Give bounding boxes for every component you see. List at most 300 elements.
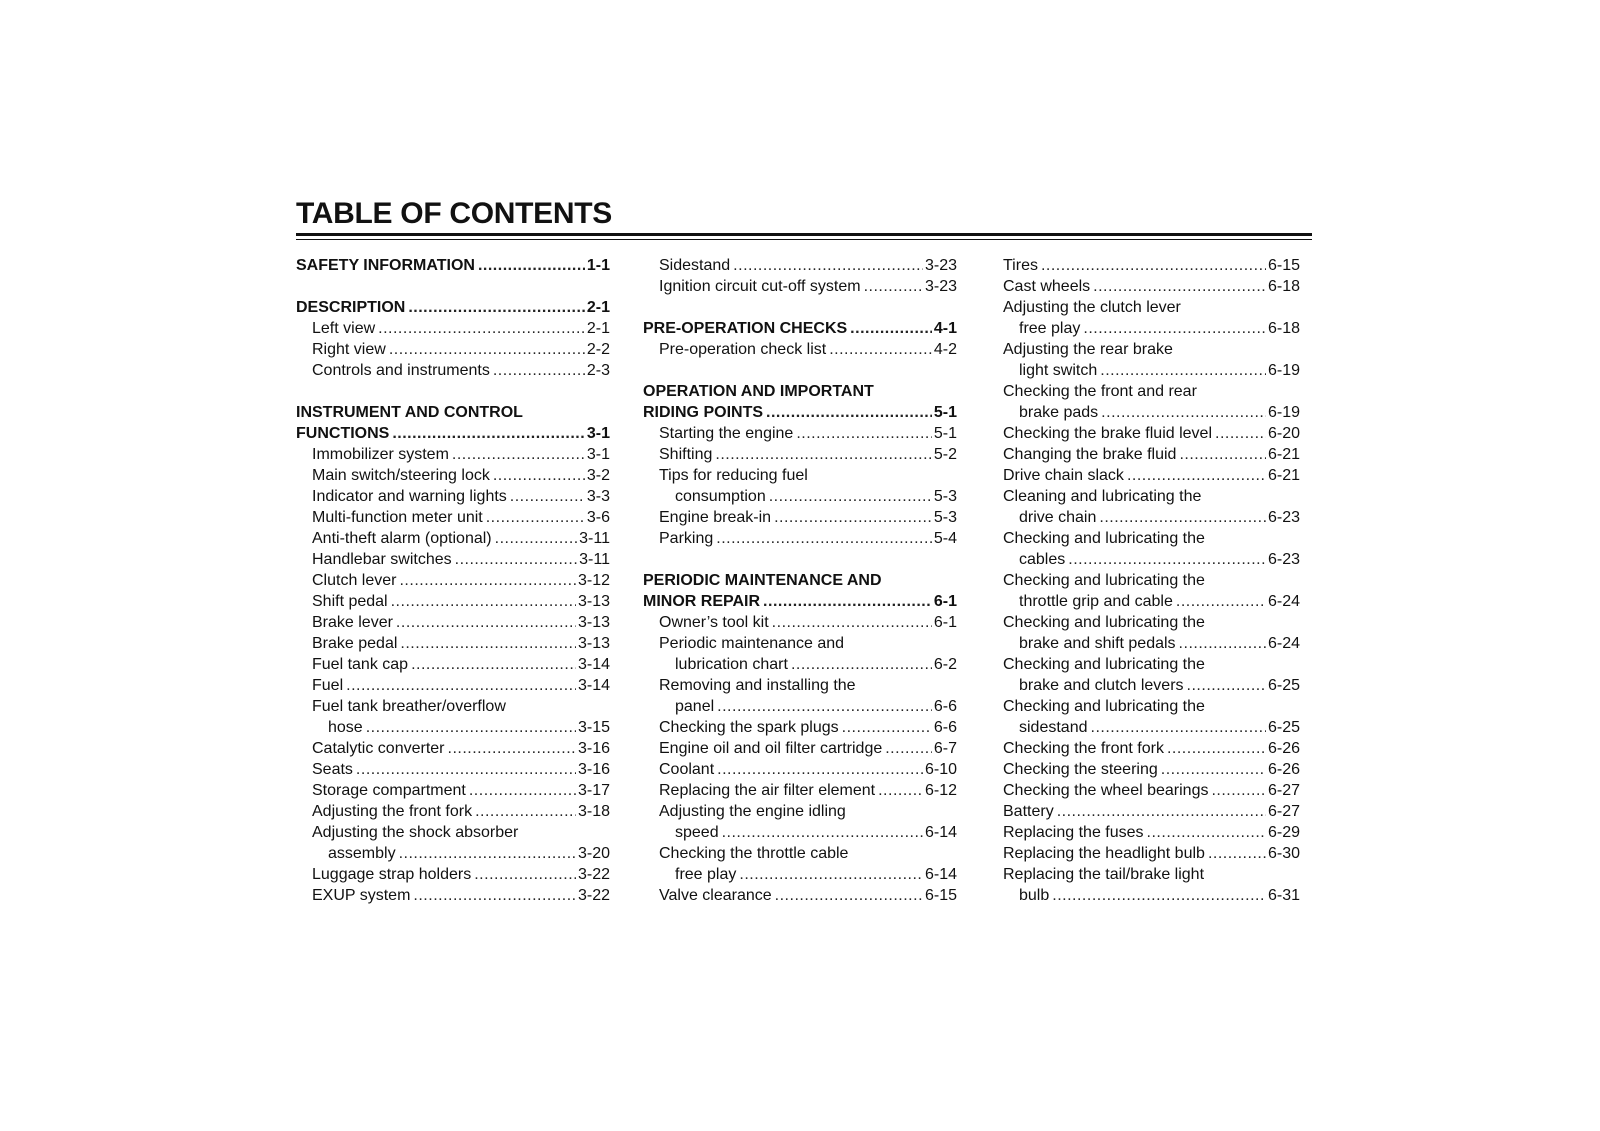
dot-leader — [1215, 423, 1266, 444]
toc-entry-title: brake pads — [1019, 404, 1099, 421]
dot-leader — [413, 885, 576, 906]
toc-page-number: 6-30 — [1267, 845, 1300, 862]
toc-entry[interactable] — [296, 528, 610, 549]
toc-entry — [1003, 528, 1300, 549]
toc-entry[interactable] — [296, 318, 610, 339]
toc-entry-title: lubrication chart — [675, 656, 788, 673]
toc-entry-title: FUNCTIONS — [296, 425, 390, 442]
title-rule-thin — [296, 239, 1312, 240]
toc-section-heading[interactable] — [643, 318, 957, 339]
toc-entry-title: Adjusting the rear brake — [1003, 341, 1173, 358]
dot-leader — [791, 654, 932, 675]
toc-entry[interactable] — [1003, 675, 1300, 696]
toc-entry-title: Valve clearance — [659, 887, 772, 904]
dot-leader — [1127, 465, 1266, 486]
toc-entry[interactable] — [1003, 591, 1300, 612]
toc-entry[interactable] — [1003, 759, 1300, 780]
toc-entry[interactable] — [296, 465, 610, 486]
toc-page-number: 6-19 — [1267, 404, 1300, 421]
toc-entry-title: PRE-OPERATION CHECKS — [643, 320, 848, 337]
dot-leader — [717, 696, 932, 717]
toc-entry-title: bulb — [1019, 887, 1050, 904]
toc-entry[interactable] — [296, 507, 610, 528]
toc-page-number: 3-16 — [577, 740, 610, 757]
toc-entry — [296, 822, 610, 843]
toc-section-heading[interactable] — [296, 255, 610, 276]
toc-entry-title: OPERATION AND IMPORTANT — [643, 383, 874, 400]
toc-page-number: 6-15 — [1267, 257, 1300, 274]
toc-entry[interactable] — [296, 444, 610, 465]
toc-entry[interactable] — [643, 486, 957, 507]
toc-page-number: 4-2 — [933, 341, 957, 358]
toc-entry-title: Checking and lubricating the — [1003, 656, 1205, 673]
dot-leader — [772, 612, 932, 633]
toc-page-number: 5-1 — [933, 404, 957, 421]
dot-leader — [411, 654, 576, 675]
toc-entry-title: Ignition circuit cut-off system — [659, 278, 861, 295]
toc-page-number: 6-21 — [1267, 467, 1300, 484]
toc-entry-title: Owner’s tool kit — [659, 614, 769, 631]
toc-page-number: 3-12 — [577, 572, 610, 589]
toc-entry-title: sidestand — [1019, 719, 1088, 736]
dot-leader — [366, 717, 576, 738]
toc-page-number: 3-13 — [577, 635, 610, 652]
toc-entry-title: Handlebar switches — [312, 551, 452, 568]
toc-entry-title: Battery — [1003, 803, 1054, 820]
section-gap — [643, 360, 957, 381]
toc-page-number: 6-14 — [924, 866, 957, 883]
dot-leader — [774, 507, 932, 528]
toc-entry-title: drive chain — [1019, 509, 1097, 526]
toc-entry[interactable] — [296, 549, 610, 570]
toc-entry[interactable] — [1003, 360, 1300, 381]
dot-leader — [495, 528, 578, 549]
toc-entry[interactable] — [1003, 318, 1300, 339]
toc-entry — [643, 465, 957, 486]
toc-entry[interactable] — [643, 339, 957, 360]
dot-leader — [1161, 759, 1266, 780]
toc-page-number: 6-14 — [924, 824, 957, 841]
dot-leader — [346, 675, 576, 696]
dot-leader — [1068, 549, 1266, 570]
toc-entry[interactable] — [643, 759, 957, 780]
toc-entry-title: Removing and installing the — [659, 677, 856, 694]
toc-page-number: 3-2 — [586, 467, 610, 484]
toc-entry-title: Adjusting the clutch lever — [1003, 299, 1181, 316]
dot-leader — [1083, 318, 1266, 339]
toc-entry-title: Right view — [312, 341, 386, 358]
dot-leader — [1100, 360, 1266, 381]
toc-entry-title: RIDING POINTS — [643, 404, 764, 421]
toc-entry[interactable] — [296, 864, 610, 885]
dot-leader — [448, 738, 576, 759]
toc-entry[interactable] — [643, 696, 957, 717]
dot-leader — [356, 759, 576, 780]
toc-entry[interactable] — [643, 780, 957, 801]
toc-entry-title: Engine oil and oil filter cartridge — [659, 740, 883, 757]
toc-entry-title: Shifting — [659, 446, 713, 463]
toc-entry[interactable] — [1003, 465, 1300, 486]
toc-entry[interactable] — [1003, 885, 1300, 906]
toc-entry-title: Adjusting the front fork — [312, 803, 473, 820]
toc-entry-title: SAFETY INFORMATION — [296, 257, 475, 274]
toc-entry-title: Pre-operation check list — [659, 341, 827, 358]
dot-leader — [391, 591, 576, 612]
toc-entry-title: Fuel tank breather/overflow — [312, 698, 506, 715]
toc-page-number: 6-2 — [933, 656, 957, 673]
dot-leader — [1041, 255, 1266, 276]
toc-entry-title: DESCRIPTION — [296, 299, 406, 316]
toc-entry-title: Clutch lever — [312, 572, 397, 589]
dot-leader — [1211, 780, 1266, 801]
dot-leader — [1179, 633, 1266, 654]
toc-entry-title: Tires — [1003, 257, 1038, 274]
toc-page-number: 6-24 — [1267, 593, 1300, 610]
dot-leader — [766, 402, 932, 423]
toc-entry-title: Checking and lubricating the — [1003, 614, 1205, 631]
toc-entry-title: free play — [675, 866, 737, 883]
dot-leader — [796, 423, 932, 444]
toc-entry[interactable] — [643, 612, 957, 633]
dot-leader — [1187, 675, 1266, 696]
dot-leader — [478, 255, 585, 276]
toc-page-number: 6-29 — [1267, 824, 1300, 841]
toc-entry-title: Fuel tank cap — [312, 656, 409, 673]
toc-entry[interactable] — [643, 864, 957, 885]
toc-column-3 — [1003, 255, 1300, 906]
section-gap — [296, 381, 610, 402]
toc-entry-title: Replacing the tail/brake light — [1003, 866, 1205, 883]
toc-entry[interactable] — [296, 801, 610, 822]
toc-entry-title: PERIODIC MAINTENANCE AND — [643, 572, 882, 589]
toc-entry-title: Periodic maintenance and — [659, 635, 845, 652]
toc-section-heading — [643, 570, 957, 591]
toc-entry-title: Checking the front fork — [1003, 740, 1164, 757]
toc-entry-title: free play — [1019, 320, 1081, 337]
toc-entry[interactable] — [1003, 633, 1300, 654]
dot-leader — [396, 612, 576, 633]
toc-page-number: 6-18 — [1267, 278, 1300, 295]
toc-entry[interactable] — [643, 507, 957, 528]
toc-entry-title: Checking the throttle cable — [659, 845, 849, 862]
toc-entry-title: light switch — [1019, 362, 1098, 379]
toc-entry-title: throttle grip and cable — [1019, 593, 1173, 610]
toc-page-number: 6-24 — [1267, 635, 1300, 652]
toc-page-number: 6-7 — [933, 740, 957, 757]
toc-page-number: 4-1 — [933, 320, 957, 337]
dot-leader — [769, 486, 932, 507]
toc-entry[interactable] — [643, 255, 957, 276]
toc-page-number: 3-1 — [586, 446, 610, 463]
toc-page-number: 3-11 — [579, 530, 610, 547]
toc-section-heading[interactable] — [643, 402, 957, 423]
toc-page-number: 3-1 — [586, 425, 610, 442]
toc-page-number: 3-16 — [577, 761, 610, 778]
toc-section-heading[interactable] — [296, 423, 610, 444]
toc-entry[interactable] — [1003, 717, 1300, 738]
toc-entry-title: Tips for reducing fuel — [659, 467, 808, 484]
dot-leader — [775, 885, 923, 906]
toc-entry — [643, 843, 957, 864]
toc-entry-title: Engine break-in — [659, 509, 772, 526]
toc-section-heading — [296, 402, 610, 423]
page-title: TABLE OF CONTENTS — [296, 197, 612, 230]
toc-entry[interactable] — [643, 885, 957, 906]
dot-leader — [864, 276, 923, 297]
dot-leader — [829, 339, 932, 360]
toc-page-number: 3-18 — [577, 803, 610, 820]
dot-leader — [486, 507, 585, 528]
toc-entry[interactable] — [296, 759, 610, 780]
toc-entry[interactable] — [1003, 801, 1300, 822]
toc-column-1 — [296, 255, 610, 906]
dot-leader — [400, 633, 576, 654]
dot-leader — [1091, 717, 1266, 738]
toc-page-number: 5-3 — [933, 509, 957, 526]
toc-entry-title: Anti-theft alarm (optional) — [312, 530, 492, 547]
dot-leader — [715, 444, 932, 465]
toc-entry[interactable] — [296, 591, 610, 612]
toc-entry-title: Adjusting the shock absorber — [312, 824, 519, 841]
toc-page-number: 6-6 — [933, 719, 957, 736]
toc-entry[interactable] — [643, 738, 957, 759]
toc-page-number: 3-11 — [579, 551, 610, 568]
toc-entry[interactable] — [296, 633, 610, 654]
toc-entry-title: hose — [328, 719, 363, 736]
toc-entry-title: Parking — [659, 530, 714, 547]
toc-page-number: 6-23 — [1267, 509, 1300, 526]
toc-entry[interactable] — [643, 276, 957, 297]
toc-entry-title: Starting the engine — [659, 425, 794, 442]
toc-page-number: 3-22 — [577, 866, 610, 883]
toc-entry[interactable] — [296, 675, 610, 696]
toc-entry-title: Fuel — [312, 677, 344, 694]
toc-entry-title: Cast wheels — [1003, 278, 1091, 295]
toc-page-number: 5-4 — [933, 530, 957, 547]
toc-entry-title: Checking the wheel bearings — [1003, 782, 1209, 799]
toc-entry-title: panel — [675, 698, 715, 715]
dot-leader — [510, 486, 585, 507]
toc-section-heading[interactable] — [296, 297, 610, 318]
toc-entry-title: brake and shift pedals — [1019, 635, 1176, 652]
toc-page-number: 2-2 — [586, 341, 610, 358]
toc-entry-title: Checking and lubricating the — [1003, 698, 1205, 715]
toc-entry-title: Checking the spark plugs — [659, 719, 839, 736]
toc-page-number: 3-3 — [586, 488, 610, 505]
toc-entry — [643, 801, 957, 822]
dot-leader — [1147, 822, 1266, 843]
toc-page-number: 6-31 — [1267, 887, 1300, 904]
toc-entry-title: brake and clutch levers — [1019, 677, 1184, 694]
toc-entry-title: Checking the front and rear — [1003, 383, 1197, 400]
toc-entry-title: Shift pedal — [312, 593, 388, 610]
section-gap — [643, 549, 957, 570]
toc-entry-title: Multi-function meter unit — [312, 509, 483, 526]
toc-entry-title: Storage compartment — [312, 782, 466, 799]
toc-entry-title: Checking and lubricating the — [1003, 530, 1205, 547]
toc-entry-title: cables — [1019, 551, 1066, 568]
toc-page-number: 6-12 — [924, 782, 957, 799]
dot-leader — [455, 549, 578, 570]
toc-entry[interactable] — [1003, 549, 1300, 570]
toc-entry[interactable] — [296, 843, 610, 864]
toc-entry[interactable] — [1003, 780, 1300, 801]
toc-entry-title: Left view — [312, 320, 376, 337]
dot-leader — [1057, 801, 1266, 822]
dot-leader — [885, 738, 932, 759]
toc-page-number: 3-23 — [924, 278, 957, 295]
toc-entry-title: consumption — [675, 488, 766, 505]
toc-entry[interactable] — [643, 654, 957, 675]
dot-leader — [722, 822, 923, 843]
toc-entry-title: Checking the steering — [1003, 761, 1158, 778]
toc-entry[interactable] — [1003, 507, 1300, 528]
dot-leader — [1093, 276, 1266, 297]
toc-page-number: 3-20 — [577, 845, 610, 862]
dot-leader — [493, 465, 585, 486]
toc-entry-title: speed — [675, 824, 719, 841]
toc-entry — [1003, 570, 1300, 591]
dot-leader — [1179, 444, 1266, 465]
toc-page-number: 6-26 — [1267, 740, 1300, 757]
toc-entry[interactable] — [1003, 255, 1300, 276]
toc-page-number: 6-15 — [924, 887, 957, 904]
toc-page-number: 3-17 — [577, 782, 610, 799]
toc-entry[interactable] — [296, 780, 610, 801]
toc-entry[interactable] — [643, 717, 957, 738]
toc-entry[interactable] — [296, 570, 610, 591]
toc-page-number: 3-6 — [586, 509, 610, 526]
toc-entry-title: Sidestand — [659, 257, 731, 274]
toc-page-number: 3-15 — [577, 719, 610, 736]
toc-page-number: 2-1 — [586, 299, 610, 316]
toc-entry-title: MINOR REPAIR — [643, 593, 761, 610]
toc-entry-title: Controls and instruments — [312, 362, 490, 379]
toc-entry[interactable] — [643, 822, 957, 843]
toc-entry[interactable] — [296, 738, 610, 759]
toc-column-2 — [643, 255, 957, 906]
toc-entry-title: assembly — [328, 845, 396, 862]
dot-leader — [716, 528, 932, 549]
dot-leader — [1167, 738, 1266, 759]
toc-page-number: 2-1 — [586, 320, 610, 337]
toc-entry[interactable] — [1003, 843, 1300, 864]
section-gap — [296, 276, 610, 297]
toc-entry[interactable] — [1003, 822, 1300, 843]
toc-entry — [1003, 339, 1300, 360]
toc-entry-title: Catalytic converter — [312, 740, 445, 757]
toc-section-heading[interactable] — [643, 591, 957, 612]
title-rule-thick — [296, 233, 1312, 236]
toc-entry-title: Replacing the fuses — [1003, 824, 1144, 841]
toc-entry[interactable] — [1003, 738, 1300, 759]
toc-page-number: 6-25 — [1267, 719, 1300, 736]
toc-entry[interactable] — [296, 360, 610, 381]
toc-entry-title: INSTRUMENT AND CONTROL — [296, 404, 523, 421]
dot-leader — [389, 339, 585, 360]
dot-leader — [452, 444, 585, 465]
toc-page-number: 6-10 — [924, 761, 957, 778]
toc-entry[interactable] — [296, 486, 610, 507]
toc-page-number: 2-3 — [586, 362, 610, 379]
toc-page-number: 6-27 — [1267, 782, 1300, 799]
toc-entry-title: Drive chain slack — [1003, 467, 1124, 484]
dot-leader — [739, 864, 923, 885]
toc-entry — [1003, 864, 1300, 885]
toc-page-number: 6-27 — [1267, 803, 1300, 820]
toc-page-number: 6-1 — [933, 593, 957, 610]
toc-entry-title: Checking and lubricating the — [1003, 572, 1205, 589]
toc-page-number: 3-14 — [577, 656, 610, 673]
toc-entry[interactable] — [296, 612, 610, 633]
toc-entry-title: Brake pedal — [312, 635, 398, 652]
dot-leader — [850, 318, 932, 339]
toc-entry-title: Luggage strap holders — [312, 866, 472, 883]
dot-leader — [399, 843, 576, 864]
toc-entry — [643, 633, 957, 654]
toc-page-number: 6-18 — [1267, 320, 1300, 337]
toc-entry — [296, 696, 610, 717]
toc-page-number: 6-26 — [1267, 761, 1300, 778]
dot-leader — [878, 780, 923, 801]
dot-leader — [475, 801, 576, 822]
toc-entry-title: Coolant — [659, 761, 715, 778]
toc-entry-title: Immobilizer system — [312, 446, 449, 463]
toc-entry[interactable] — [1003, 276, 1300, 297]
toc-page-number: 5-2 — [933, 446, 957, 463]
toc-page-number: 1-1 — [586, 257, 610, 274]
toc-page-number: 3-23 — [924, 257, 957, 274]
toc-page-number: 6-19 — [1267, 362, 1300, 379]
dot-leader — [378, 318, 585, 339]
toc-page-number: 5-1 — [933, 425, 957, 442]
toc-page-number: 3-22 — [577, 887, 610, 904]
dot-leader — [1176, 591, 1266, 612]
toc-entry-title: Replacing the air filter element — [659, 782, 876, 799]
toc-entry[interactable] — [296, 717, 610, 738]
toc-entry[interactable] — [296, 885, 610, 906]
dot-leader — [399, 570, 575, 591]
toc-entry[interactable] — [643, 528, 957, 549]
dot-leader — [763, 591, 932, 612]
toc-entry[interactable] — [1003, 423, 1300, 444]
toc-entry[interactable] — [1003, 444, 1300, 465]
dot-leader — [469, 780, 576, 801]
toc-entry[interactable] — [296, 654, 610, 675]
dot-leader — [1208, 843, 1266, 864]
toc-entry — [1003, 297, 1300, 318]
toc-entry — [1003, 654, 1300, 675]
section-gap — [643, 297, 957, 318]
toc-entry-title: Checking the brake fluid level — [1003, 425, 1213, 442]
toc-entry-title: Main switch/steering lock — [312, 467, 490, 484]
toc-entry[interactable] — [1003, 402, 1300, 423]
toc-entry-title: Brake lever — [312, 614, 393, 631]
dot-leader — [717, 759, 923, 780]
toc-entry[interactable] — [643, 444, 957, 465]
toc-entry-title: Changing the brake fluid — [1003, 446, 1177, 463]
toc-entry-title: Cleaning and lubricating the — [1003, 488, 1202, 505]
toc-entry-title: Indicator and warning lights — [312, 488, 507, 505]
toc-entry[interactable] — [296, 339, 610, 360]
dot-leader — [392, 423, 585, 444]
toc-entry[interactable] — [643, 423, 957, 444]
dot-leader — [842, 717, 932, 738]
dot-leader — [493, 360, 585, 381]
dot-leader — [733, 255, 923, 276]
toc-entry — [643, 675, 957, 696]
toc-entry-title: Seats — [312, 761, 353, 778]
